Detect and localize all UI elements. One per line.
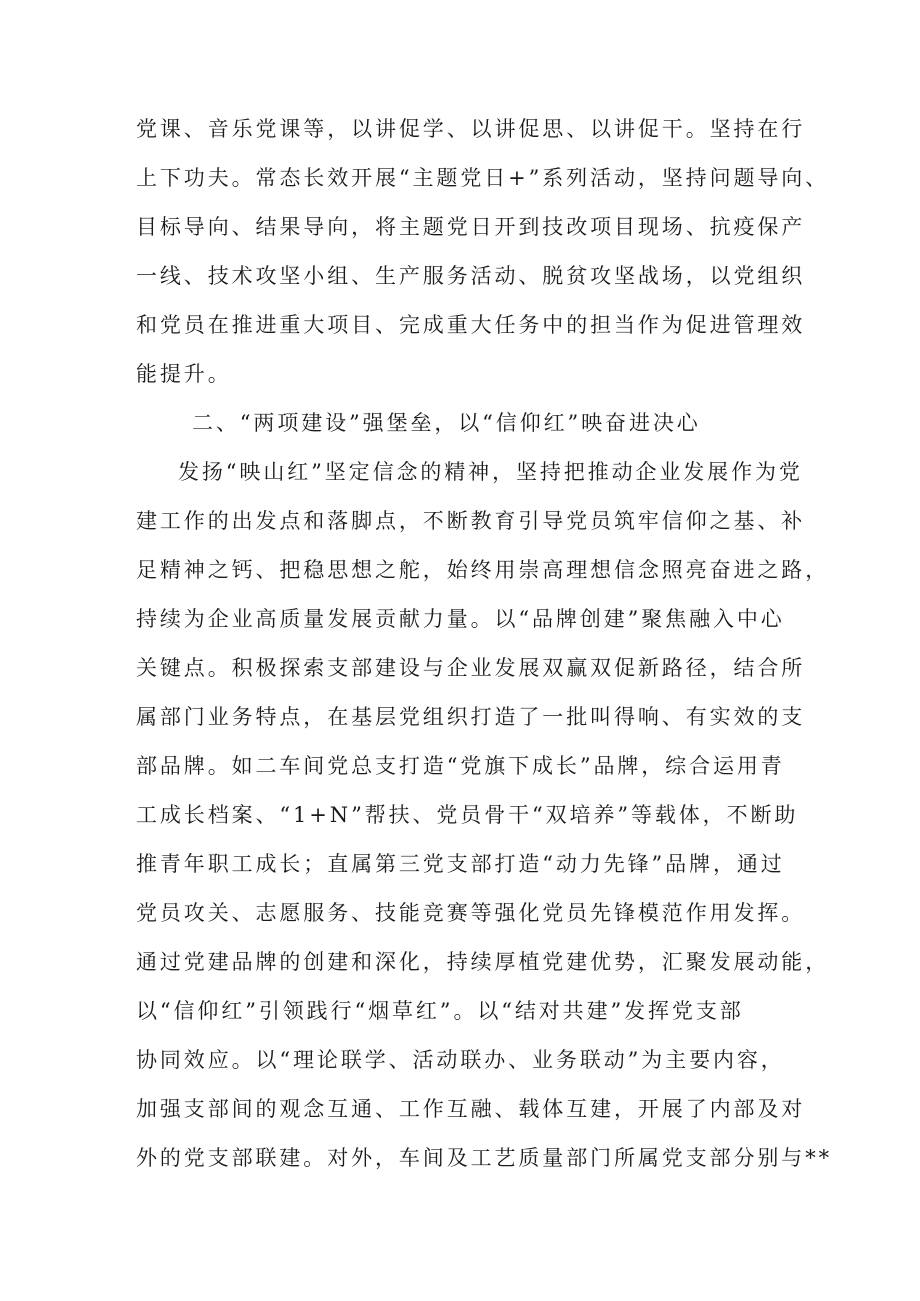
- body-text-line: 和党员在推进重大项目、完成重大任务中的担当作为促进管理效: [136, 313, 806, 337]
- body-text-line: 工成长档案、“1+N”帮扶、党员骨干“双培养”等载体，不断助: [136, 803, 799, 827]
- body-text-line: 协同效应。以“理论联学、活动联办、业务联动”为主要内容，: [136, 1048, 785, 1072]
- body-text-line: 目标导向、结果导向，将主题党日开到技改项目现场、抗疫保产: [136, 215, 806, 239]
- body-text-line: 党课、音乐党课等，以讲促学、以讲促思、以讲促干。坚持在行: [136, 117, 806, 141]
- body-text-line: 加强支部间的观念互通、工作互融、载体互建，开展了内部及对: [136, 1097, 806, 1121]
- body-text-line: 属部门业务特点，在基层党组织打造了一批叫得响、有实效的支: [136, 705, 806, 729]
- body-text-line: 党员攻关、志愿服务、技能竞赛等强化党员先锋模范作用发挥。: [136, 901, 806, 925]
- body-text-line: 上下功夫。常态长效开展“主题党日+”系列活动，坚持问题导向、: [136, 166, 830, 190]
- body-text-line: 通过党建品牌的创建和深化，持续厚植党建优势，汇聚发展动能，: [136, 950, 830, 974]
- body-text-line: 关键点。积极探索支部建设与企业发展双赢双促新路径，结合所: [136, 656, 806, 680]
- body-text-line: 外的党支部联建。对外，车间及工艺质量部门所属党支部分别与**: [136, 1146, 832, 1170]
- body-text-line: 足精神之钙、把稳思想之舵，始终用崇高理想信念照亮奋进之路，: [136, 558, 830, 582]
- body-text-line: 部品牌。如二车间党总支打造“党旗下成长”品牌，综合运用青: [136, 754, 785, 778]
- body-text-line: 能提升。: [136, 362, 232, 386]
- body-text-line: 持续为企业高质量发展贡献力量。以“品牌创建”聚焦融入中心: [136, 607, 785, 631]
- body-text-line: 一线、技术攻坚小组、生产服务活动、脱贫攻坚战场，以党组织: [136, 264, 806, 288]
- paragraph-first-line: 发扬“映山红”坚定信念的精神，坚持把推动企业发展作为党: [178, 460, 803, 484]
- section-heading: 二、“两项建设”强堡垒，以“信仰红”映奋进决心: [192, 411, 701, 435]
- body-text-line: 建工作的出发点和落脚点，不断教育引导党员筑牢信仰之基、补: [136, 509, 806, 533]
- body-text-line: 以“信仰红”引领践行“烟草红”。以“结对共建”发挥党支部: [136, 999, 744, 1023]
- body-text-line: 推青年职工成长；直属第三党支部打造“动力先锋”品牌，通过: [136, 852, 785, 876]
